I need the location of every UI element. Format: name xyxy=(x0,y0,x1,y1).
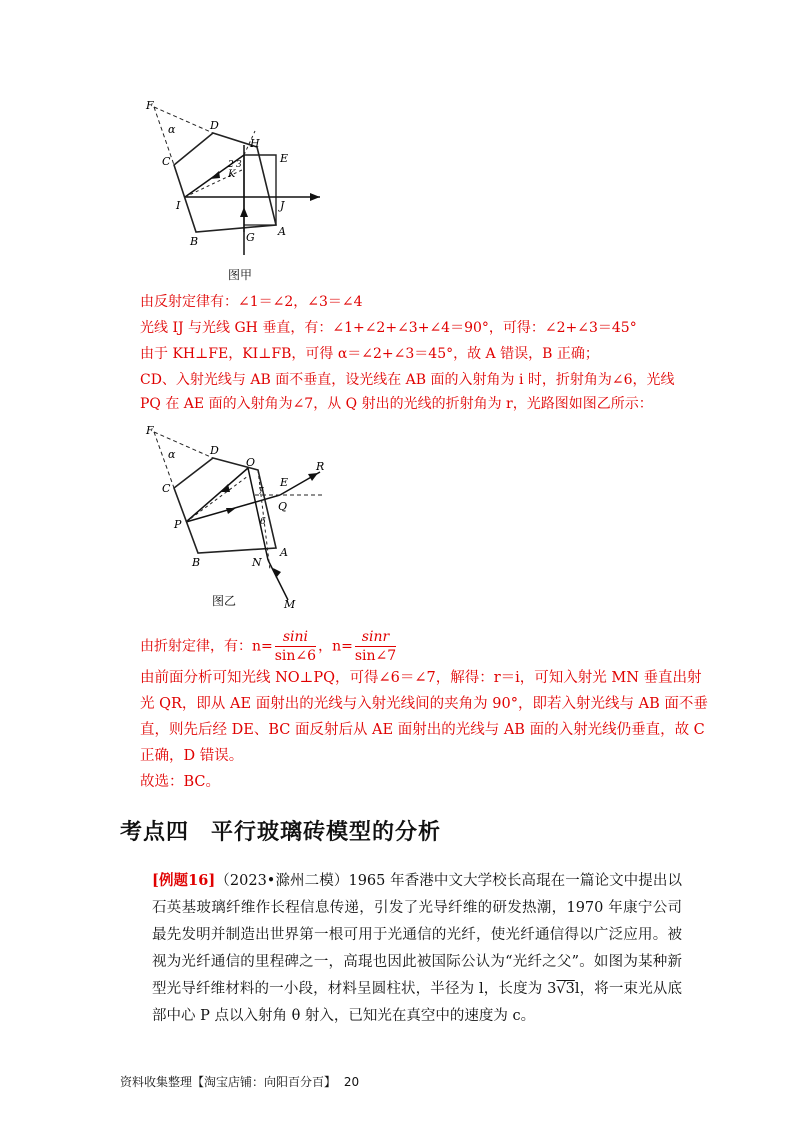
label-A: A xyxy=(278,225,286,238)
solution1-line3: 由于 KH⊥FE，KI⊥FB，可得 α＝∠2+∠3＝45°，故 A 错误，B 正确； xyxy=(140,346,599,362)
section-number: 考点四 xyxy=(120,820,190,845)
label-3: 3 xyxy=(236,160,242,170)
solution2-line2: 光 QR，即从 AE 面射出的光线与入射光线间的夹角为 90°，即若入射光线与 AB 面不垂 xyxy=(140,696,708,712)
fraction-1 xyxy=(275,628,316,665)
solution2-line1: 由前面分析可知光线 NO⊥PQ，可得∠6＝∠7，解得：r＝i，可知入射光 MN 垂直出射 xyxy=(140,670,702,686)
label-D: D xyxy=(210,444,219,457)
label-H: H xyxy=(250,137,260,150)
example-paragraph xyxy=(152,867,682,1030)
solution1-line5: PQ 在 AE 面的入射角为∠7，从 Q 射出的光线的折射角为 r，光路图如图乙所示： xyxy=(140,396,653,412)
fraction-2 xyxy=(355,628,396,665)
section-title: 平行玻璃砖模型的分析 xyxy=(211,820,442,845)
figure-2 xyxy=(140,420,340,619)
figure-1 xyxy=(140,95,330,289)
solution1-line4: CD、入射光线与 AB 面不垂直，设光线在 AB 面的入射角为 i 时，折射角为∠6，光线 xyxy=(140,372,675,388)
section-heading xyxy=(120,815,441,846)
label-B: B xyxy=(190,235,199,248)
label-I: I xyxy=(176,199,181,212)
label-Q: Q xyxy=(278,500,288,513)
example-text-b: l，将一束光从底部中心 P 点以入射角 θ 射入，已知光在真空中的速度为 c。 xyxy=(152,981,682,1024)
label-O: O xyxy=(246,456,256,469)
label-6: 6 xyxy=(260,517,266,527)
label-A: A xyxy=(280,546,288,559)
label-2: 2 xyxy=(228,160,234,170)
fraction-1-denominator: sin∠6 xyxy=(274,648,317,664)
label-alpha: α xyxy=(168,123,176,136)
fraction-2-denominator: sin∠7 xyxy=(354,648,397,664)
label-G: G xyxy=(246,231,255,244)
example-text-a: （2023•滁州二模）1965 年香港中文大学校长高琨在一篇论文中提出以石英基玻璃纤维作长程信息传递，引发了光导纤维的研发热潮，1970 年康宁公司最先发明并制造出世界第一根可用于光通信的光纤，使光纤通信得以广泛应用。被视为光纤通信的里程碑之一，高琨也因此被国际公认为“光纤之父”。如图为某种新型光导纤维材料的一小段，材料呈圆柱状，半径为 l，长度为 3 xyxy=(152,873,682,997)
label-alpha: α xyxy=(168,448,176,461)
label-N: N xyxy=(252,556,262,569)
solution2-line4: 正确，D 错误。 xyxy=(140,748,244,764)
light-path-diagram-2 xyxy=(140,420,340,615)
label-D: D xyxy=(210,119,219,132)
solution1-line1: 由反射定律有：∠1＝∠2，∠3＝∠4 xyxy=(140,294,363,310)
figure-2-caption: 图乙 xyxy=(212,594,237,608)
label-K: K xyxy=(228,169,236,180)
label-E: E xyxy=(280,152,289,165)
label-R: R xyxy=(316,460,325,473)
example-tag: [例题16] xyxy=(152,872,216,889)
page-number: 20 xyxy=(343,1075,360,1089)
figure-1-caption: 图甲 xyxy=(228,268,253,282)
fraction-2-numerator: sinr xyxy=(355,628,396,647)
light-path-diagram-1 xyxy=(140,95,330,285)
solution1-line2: 光线 IJ 与光线 GH 垂直，有：∠1+∠2+∠3+∠4＝90°，可得：∠2+∠3＝45° xyxy=(140,320,637,336)
label-B: B xyxy=(192,556,201,569)
sqrt-symbol: √3 xyxy=(556,981,575,997)
refraction-law-separator: ，n= xyxy=(318,638,353,655)
label-J: J xyxy=(280,199,285,212)
fraction-1-numerator: sini xyxy=(275,628,316,647)
label-7: 7 xyxy=(258,487,264,497)
label-M: M xyxy=(284,598,296,611)
solution2-line3: 直，则先后经 DE、BC 面反射后从 AE 面射出的光线与 AB 面的入射光线仍垂直，故 C xyxy=(140,722,705,738)
page-footer xyxy=(120,1073,359,1090)
refraction-law-prefix: 由折射定律，有：n= xyxy=(140,638,273,655)
label-C: C xyxy=(162,482,171,495)
label-F: F xyxy=(146,99,154,112)
label-E: E xyxy=(280,476,289,489)
refraction-law-line xyxy=(140,628,398,665)
footer-text: 资料收集整理【淘宝店铺：向阳百分百】 xyxy=(120,1075,337,1089)
label-F: F xyxy=(146,424,154,437)
label-C: C xyxy=(162,155,171,168)
label-P: P xyxy=(174,518,182,531)
solution2-line5: 故选：BC。 xyxy=(140,774,221,790)
